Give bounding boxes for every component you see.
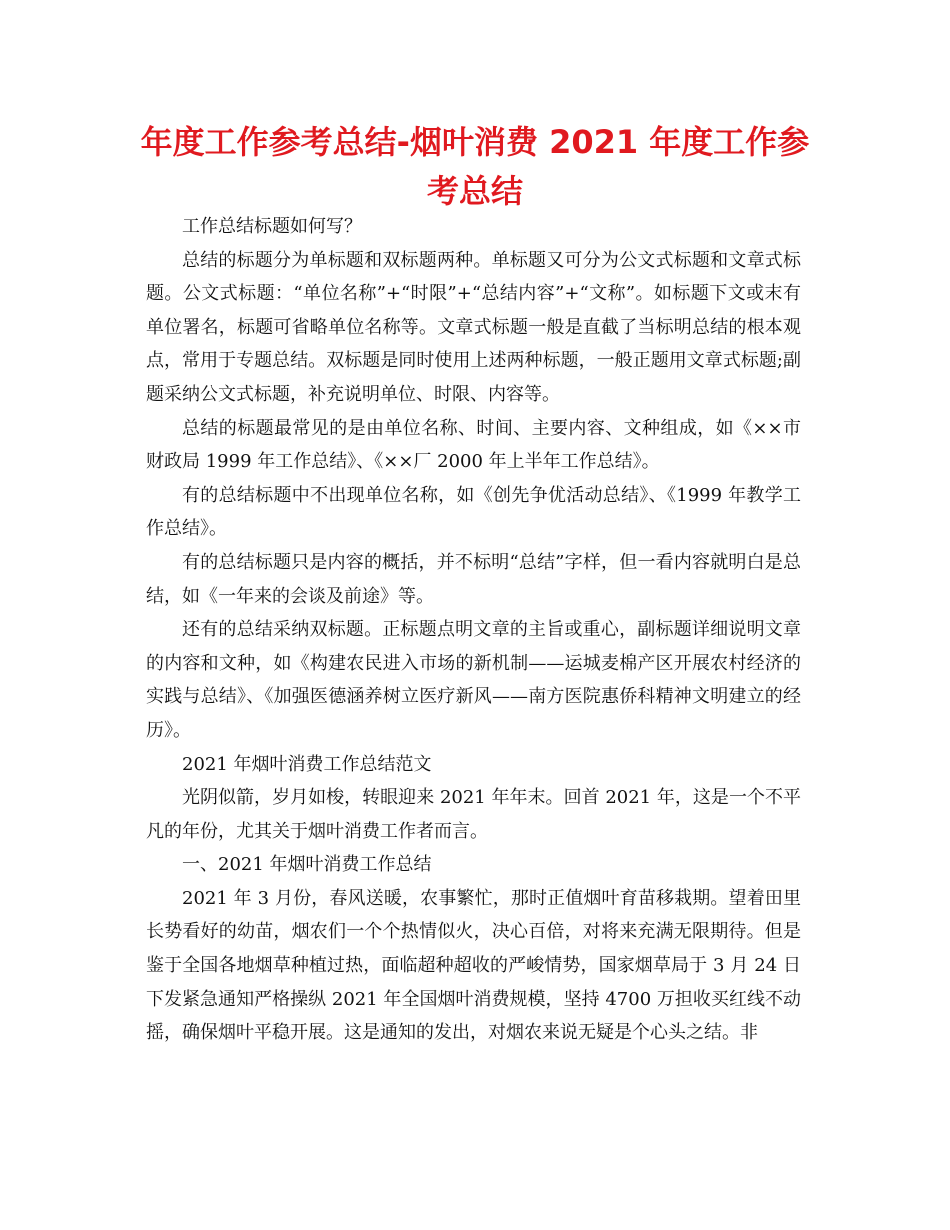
paragraph-march-report: 2021 年 3 月份，春风送暖，农事繁忙，那时正值烟叶育苗移栽期。望着田里长势看好的幼苗，烟农们一个个热情似火，决心百倍，对将来充满无限期待。但是鉴于全国各地烟草种植过热，面临超种超收的严峻情势，国家烟草局于 3 月 24 日下发紧急通知严格操纵 2021 年全国烟叶消费规模，坚持 4700 万担收买红线不动摇，确保烟叶平稳开展。这是通知的发出，对烟农来说无疑是个心头之结。非 [146, 887, 801, 1044]
paragraph-no-unit-name: 有的总结标题中不出现单位名称，如《创先争优活动总结》、《1999 年教学工作总结》。 [146, 484, 801, 540]
paragraph-section-heading: 一、2021 年烟叶消费工作总结 [182, 854, 432, 876]
paragraph-intro: 光阴似箭，岁月如梭，转眼迎来 2021 年年末。回首 2021 年，这是一个不平凡的年份，尤其关于烟叶消费工作者而言。 [146, 787, 801, 842]
paragraph-double-titles: 还有的总结采纳双标题。正标题点明文章的主旨或重心，副标题详细说明文章的内容和文种，如《构建农民进入市场的新机制——运城麦棉产区开展农村经济的实践与总结》、《加强医德涵养树立医疗新风——南方医院惠侨科精神文明建立的经历》。 [146, 619, 801, 741]
paragraph-title-types: 总结的标题分为单标题和双标题两种。单标题又可分为公文式标题和文章式标题。公文式标题：“单位名称”+“时限”+“总结内容”+“文称”。如标题下文或末有单位署名，标题可省略单位名称等。文章式标题一般是直截了当标明总结的根本观点，常用于专题总结。双标题是同时使用上述两种标题，一般正题用文章式标题;副题采纳公文式标题，补充说明单位、时限、内容等。 [146, 249, 801, 405]
paragraph-heading-how-to-write: 工作总结标题如何写？ [182, 216, 362, 237]
paragraph-content-summary: 有的总结标题只是内容的概括，并不标明“总结”字样，但一看内容就明白是总结，如《一年来的会谈及前途》等。 [146, 551, 801, 607]
document-title: 年度工作参考总结-烟叶消费 2021 年度工作参考总结 [140, 123, 810, 210]
paragraph-common-titles: 总结的标题最常见的是由单位名称、时间、主要内容、文种组成，如《××市财政局 1999 年工作总结》、《××厂 2000 年上半年工作总结》。 [146, 417, 801, 473]
document-body [146, 210, 801, 1050]
paragraph-sample-heading: 2021 年烟叶消费工作总结范文 [182, 753, 432, 775]
